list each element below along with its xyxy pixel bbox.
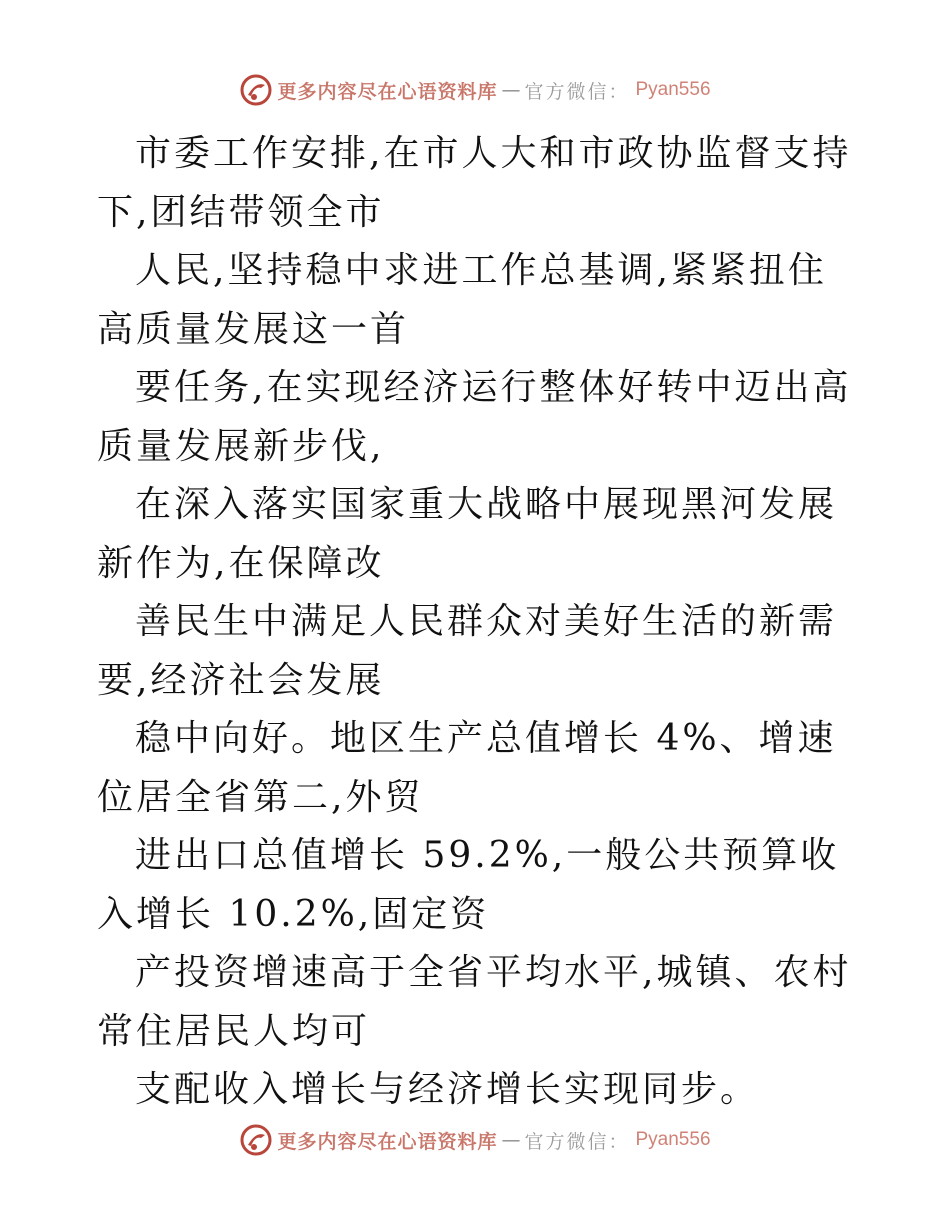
paragraph: 市委工作安排,在市人大和市政协监督支持下,团结带领全市 (97, 133, 852, 233)
brand-text: 更多内容尽在心语资料库 (277, 80, 498, 103)
logo-icon (239, 1123, 273, 1157)
wechat-id: Pyan556 (635, 79, 711, 100)
banner-dash: — (501, 79, 521, 101)
brand-text: 更多内容尽在心语资料库 (277, 1130, 498, 1153)
banner-dash: — (501, 1129, 521, 1151)
wechat-label: 官方微信： (524, 1130, 630, 1153)
header-banner (0, 70, 950, 110)
paragraph: 支配收入增长与经济增长实现同步。 (135, 1069, 760, 1110)
document-body (97, 125, 857, 1120)
paragraph: 在深入落实国家重大战略中展现黑河发展新作为,在保障改 (97, 484, 838, 584)
wechat-label: 官方微信： (524, 80, 630, 103)
paragraph: 产投资增速高于全省平均水平,城镇、农村常住居民人均可 (97, 952, 852, 1052)
paragraph: 要任务,在实现经济运行整体好转中迈出高质量发展新步伐, (97, 367, 852, 467)
footer-banner (0, 1120, 950, 1160)
paragraph: 进出口总值增长 59.2%,一般公共预算收入增长 10.2%,固定资 (97, 835, 840, 935)
paragraph: 善民生中满足人民群众对美好生活的新需要,经济社会发展 (97, 601, 838, 701)
paragraph: 人民,坚持稳中求进工作总基调,紧紧扭住高质量发展这一首 (97, 250, 827, 350)
wechat-id: Pyan556 (635, 1129, 711, 1150)
paragraph: 稳中向好。地区生产总值增长 4%、增速位居全省第二,外贸 (97, 718, 837, 818)
logo-icon (239, 73, 273, 107)
